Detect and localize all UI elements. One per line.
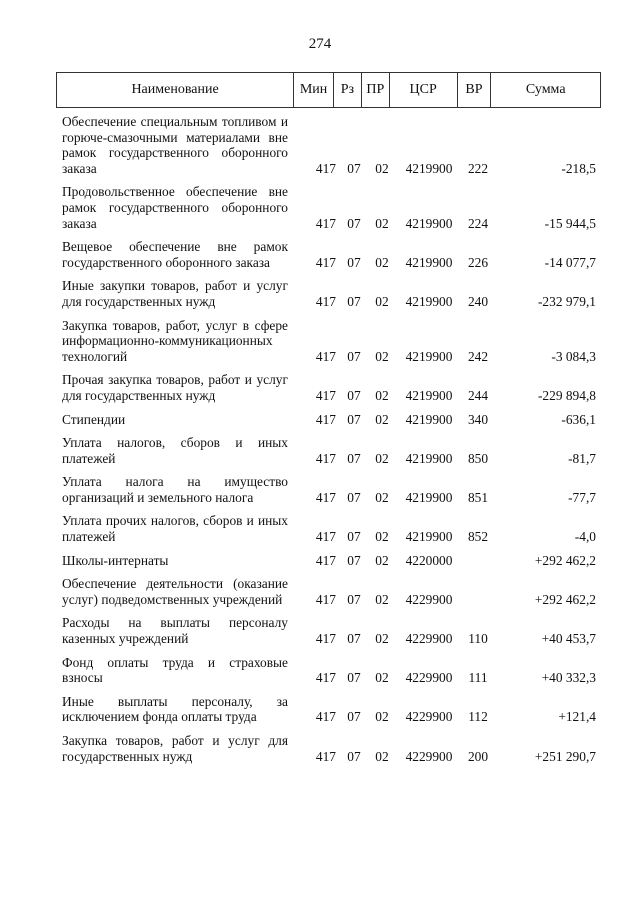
header-rz: Рз	[334, 73, 362, 107]
header-name: Наименование	[57, 73, 294, 107]
cell-rz: 07	[347, 348, 361, 364]
cell-name: Продовольственное обеспечение вне рамок государственного оборонного заказа	[62, 184, 288, 231]
cell-vr: 850	[467, 450, 489, 466]
cell-rz: 07	[347, 709, 361, 725]
cell-vr: 340	[467, 411, 489, 427]
cell-pr: 02	[375, 387, 389, 403]
cell-csr: 4219900	[405, 348, 453, 364]
table-header	[56, 72, 601, 108]
cell-min: 417	[315, 552, 336, 568]
cell-pr: 02	[375, 709, 389, 725]
cell-csr: 4219900	[405, 215, 453, 231]
cell-rz: 07	[347, 748, 361, 764]
cell-pr: 02	[375, 450, 389, 466]
cell-min: 417	[315, 387, 336, 403]
cell-rz: 07	[347, 411, 361, 427]
cell-csr: 4219900	[405, 387, 453, 403]
header-vr: ВР	[458, 73, 492, 107]
cell-min: 417	[315, 489, 336, 505]
cell-rz: 07	[347, 387, 361, 403]
cell-sum: +251 290,7	[534, 748, 596, 764]
cell-sum: -4,0	[574, 529, 596, 545]
cell-pr: 02	[375, 348, 389, 364]
table-row	[62, 114, 596, 176]
cell-name: Школы-интернаты	[62, 552, 169, 568]
cell-pr: 02	[375, 489, 389, 505]
cell-sum: -3 084,3	[551, 348, 596, 364]
cell-sum: +40 332,3	[541, 670, 596, 686]
table-row	[62, 655, 596, 686]
cell-pr: 02	[375, 631, 389, 647]
header-pr: ПР	[362, 73, 390, 107]
cell-csr: 4219900	[405, 293, 453, 309]
cell-rz: 07	[347, 450, 361, 466]
cell-name: Обеспечение специальным топливом и горюче-смазочными материалами вне рамок государственного оборонного заказа	[62, 114, 288, 176]
table-row	[62, 372, 596, 403]
cell-sum: +292 462,2	[534, 591, 596, 607]
cell-pr: 02	[375, 215, 389, 231]
cell-rz: 07	[347, 670, 361, 686]
cell-name: Уплата налогов, сборов и иных платежей	[62, 435, 288, 466]
cell-min: 417	[315, 709, 336, 725]
cell-csr: 4219900	[405, 529, 453, 545]
cell-name: Иные выплаты персоналу, за исключением фонда оплаты труда	[62, 693, 288, 725]
cell-vr: 226	[467, 254, 489, 270]
cell-vr: 242	[467, 348, 489, 364]
cell-min: 417	[315, 348, 336, 364]
cell-csr: 4219900	[405, 411, 453, 427]
table-row	[62, 412, 596, 428]
cell-vr: 110	[468, 631, 488, 647]
cell-rz: 07	[347, 591, 361, 607]
cell-pr: 02	[375, 293, 389, 309]
cell-vr: 244	[467, 387, 489, 403]
cell-rz: 07	[347, 293, 361, 309]
cell-name: Вещевое обеспечение вне рамок государственного оборонного заказа	[62, 239, 288, 270]
cell-vr: 111	[468, 670, 488, 686]
table-row	[62, 733, 596, 764]
cell-sum: -229 894,8	[537, 387, 596, 403]
cell-name: Уплата налога на имущество организаций и земельного налога	[62, 474, 288, 505]
cell-csr: 4229900	[405, 591, 453, 607]
cell-name: Закупка товаров, работ, услуг в сфере информационно-коммуникационных технологий	[62, 317, 288, 364]
cell-csr: 4229900	[405, 670, 453, 686]
cell-min: 417	[315, 411, 336, 427]
cell-min: 417	[315, 529, 336, 545]
cell-pr: 02	[375, 748, 389, 764]
table-body	[62, 114, 596, 772]
cell-vr: 222	[467, 160, 489, 176]
cell-vr: 852	[467, 529, 489, 545]
cell-vr: 112	[468, 709, 488, 725]
header-csr: ЦСР	[390, 73, 458, 107]
cell-sum: -232 979,1	[537, 293, 596, 309]
table-row	[62, 553, 596, 569]
table-row	[62, 239, 596, 270]
cell-name: Обеспечение деятельности (оказание услуг) подведомственных учреждений	[62, 576, 288, 607]
cell-pr: 02	[375, 591, 389, 607]
cell-pr: 02	[375, 160, 389, 176]
cell-csr: 4229900	[405, 748, 453, 764]
cell-min: 417	[315, 450, 336, 466]
cell-min: 417	[315, 670, 336, 686]
cell-name: Прочая закупка товаров, работ и услуг для государственных нужд	[62, 372, 288, 403]
table-row	[62, 576, 596, 607]
cell-name: Закупка товаров, работ и услуг для государственных нужд	[62, 733, 288, 764]
cell-rz: 07	[347, 215, 361, 231]
table-row	[62, 615, 596, 646]
table-row	[62, 513, 596, 544]
cell-name: Фонд оплаты труда и страховые взносы	[62, 654, 288, 686]
cell-sum: -218,5	[561, 160, 596, 176]
cell-csr: 4219900	[405, 489, 453, 505]
cell-rz: 07	[347, 254, 361, 270]
cell-pr: 02	[375, 254, 389, 270]
header-min: Мин	[294, 73, 334, 107]
cell-sum: -14 077,7	[544, 254, 596, 270]
cell-vr: 224	[467, 215, 489, 231]
cell-vr: 851	[467, 489, 489, 505]
table-row	[62, 694, 596, 725]
cell-name: Иные закупки товаров, работ и услуг для государственных нужд	[62, 278, 288, 309]
cell-sum: +292 462,2	[534, 552, 596, 568]
table-row	[62, 278, 596, 309]
cell-rz: 07	[347, 631, 361, 647]
cell-rz: 07	[347, 489, 361, 505]
cell-min: 417	[315, 293, 336, 309]
cell-rz: 07	[347, 160, 361, 176]
cell-min: 417	[315, 748, 336, 764]
cell-sum: -77,7	[568, 489, 596, 505]
cell-pr: 02	[375, 552, 389, 568]
cell-sum: +121,4	[558, 709, 596, 725]
cell-pr: 02	[375, 529, 389, 545]
table-row	[62, 435, 596, 466]
cell-min: 417	[315, 254, 336, 270]
cell-vr: 240	[467, 293, 489, 309]
cell-min: 417	[315, 591, 336, 607]
cell-min: 417	[315, 160, 336, 176]
cell-csr: 4229900	[405, 631, 453, 647]
cell-name: Расходы на выплаты персоналу казенных учреждений	[62, 615, 288, 647]
cell-name: Уплата прочих налогов, сборов и иных платежей	[62, 513, 288, 545]
page-number: 274	[308, 36, 332, 52]
cell-pr: 02	[375, 411, 389, 427]
cell-csr: 4219900	[405, 254, 453, 270]
cell-rz: 07	[347, 552, 361, 568]
cell-sum: -15 944,5	[544, 215, 596, 231]
cell-sum: -636,1	[561, 411, 596, 427]
cell-min: 417	[315, 215, 336, 231]
table-row	[62, 184, 596, 231]
cell-min: 417	[315, 631, 336, 647]
cell-rz: 07	[347, 529, 361, 545]
header-sum: Сумма	[525, 82, 566, 97]
table-row	[62, 318, 596, 365]
cell-csr: 4219900	[405, 450, 453, 466]
cell-sum: +40 453,7	[541, 631, 596, 647]
cell-csr: 4219900	[405, 160, 453, 176]
cell-vr: 200	[467, 748, 489, 764]
cell-name: Стипендии	[62, 411, 126, 427]
cell-csr: 4229900	[405, 709, 453, 725]
table-row	[62, 474, 596, 505]
cell-csr: 4220000	[405, 552, 453, 568]
cell-sum: -81,7	[568, 450, 596, 466]
cell-pr: 02	[375, 670, 389, 686]
